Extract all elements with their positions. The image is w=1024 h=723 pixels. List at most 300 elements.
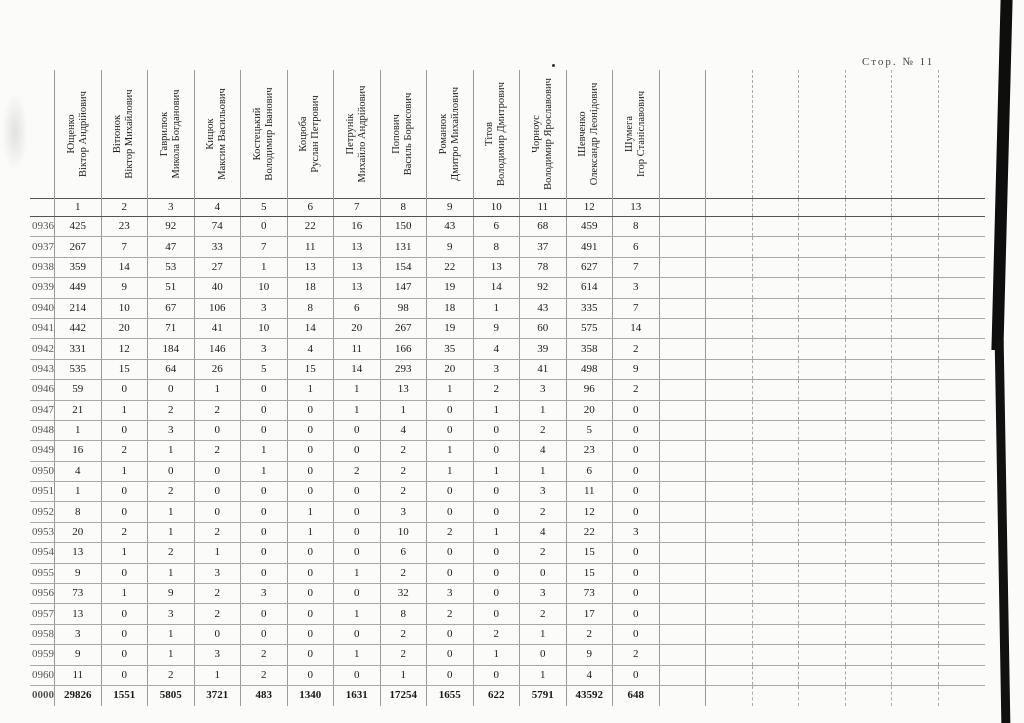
empty-cell [752,359,799,379]
empty-cell [706,257,753,277]
vote-count-cell: 335 [566,298,613,318]
empty-cell [706,604,753,624]
vote-count-cell: 131 [380,237,427,257]
empty-cell [659,318,706,338]
vote-count-cell: 17 [566,604,613,624]
candidate-surname: Кицюк [205,118,217,150]
empty-cell [892,420,939,440]
vote-count-cell: 2 [427,522,474,542]
empty-cell [938,339,985,359]
vote-count-cell: 7 [613,257,660,277]
empty-cell [659,645,706,665]
vote-count-cell: 0 [473,441,520,461]
candidate-given-name: Василь Борисович [403,92,415,176]
empty-cell [706,543,753,563]
vote-count-cell: 2 [520,502,567,522]
vote-count-cell: 627 [566,257,613,277]
vote-count-cell: 2 [613,339,660,359]
candidate-header-2 [101,70,148,199]
vote-count-cell: 1655 [427,685,474,706]
vote-count-cell: 1 [148,563,195,583]
empty-cell [799,543,846,563]
vote-count-cell: 1 [473,522,520,542]
candidate-given-name: Володимир Іванович [263,87,275,181]
candidate-number: 6 [287,199,334,217]
vote-count-cell: 0 [473,543,520,563]
empty-cell [892,441,939,461]
vote-count-cell: 2 [101,522,148,542]
empty-cell [845,584,892,604]
precinct-header-cell [30,70,55,199]
candidate-number: 8 [380,199,427,217]
empty-cell [938,420,985,440]
vote-count-cell: 47 [148,237,195,257]
precinct-code: 0000 [30,685,55,706]
candidate-number: 7 [334,199,381,217]
vote-count-cell: 0 [101,665,148,685]
empty-cell [892,339,939,359]
candidate-header-10 [473,70,520,199]
precinct-code: 0942 [30,339,55,359]
candidate-given-name: Олександр Леонідович [589,82,601,186]
empty-cell [706,685,753,706]
vote-count-cell: 0 [287,420,334,440]
vote-count-cell: 7 [613,298,660,318]
vote-count-cell: 1 [334,645,381,665]
vote-count-cell: 0 [287,543,334,563]
vote-count-cell: 0 [241,420,288,440]
empty-cell [892,400,939,420]
empty-header-cell [799,70,846,199]
vote-count-cell: 19 [427,278,474,298]
empty-cell [799,400,846,420]
vote-count-cell: 622 [473,685,520,706]
vote-count-cell: 1 [241,461,288,481]
vote-count-cell: 1 [427,461,474,481]
candidate-surname: Костецький [251,107,263,161]
empty-cell [752,604,799,624]
empty-cell [752,543,799,563]
vote-count-cell: 267 [55,237,102,257]
empty-cell [892,584,939,604]
vote-count-cell: 0 [427,400,474,420]
vote-count-cell: 1 [101,543,148,563]
vote-count-cell: 0 [473,604,520,624]
vote-count-cell: 22 [566,522,613,542]
empty-cell [845,645,892,665]
vote-count-cell: 3 [473,359,520,379]
vote-count-cell: 1 [287,380,334,400]
empty-cell [706,624,753,644]
empty-cell [799,217,846,237]
candidate-header-9 [427,70,474,199]
precinct-code: 0952 [30,502,55,522]
vote-count-cell: 16 [55,441,102,461]
precinct-code: 0941 [30,318,55,338]
vote-count-cell: 9 [148,584,195,604]
vote-count-cell: 2 [380,441,427,461]
empty-cell [845,522,892,542]
vote-count-cell: 0 [148,461,195,481]
empty-cell [659,199,706,217]
vote-count-cell: 0 [427,563,474,583]
vote-count-cell: 10 [101,298,148,318]
empty-cell [938,502,985,522]
empty-cell [799,645,846,665]
empty-cell [799,584,846,604]
vote-count-cell: 8 [380,604,427,624]
vote-count-cell: 214 [55,298,102,318]
vote-count-cell: 106 [194,298,241,318]
empty-cell [752,563,799,583]
vote-count-cell: 0 [194,502,241,522]
vote-count-cell: 6 [473,217,520,237]
vote-count-cell: 0 [613,543,660,563]
vote-count-cell: 0 [194,624,241,644]
vote-count-cell: 9 [566,645,613,665]
vote-count-cell: 3 [520,482,567,502]
vote-count-cell: 3 [613,522,660,542]
empty-cell [752,420,799,440]
vote-count-cell: 0 [427,420,474,440]
vote-count-cell: 73 [55,584,102,604]
vote-count-cell: 267 [380,318,427,338]
vote-count-cell: 20 [101,318,148,338]
empty-cell [659,624,706,644]
vote-count-cell: 1 [380,400,427,420]
candidate-header-1 [55,70,102,199]
vote-count-cell: 27 [194,257,241,277]
vote-count-cell: 5 [241,359,288,379]
empty-cell [659,543,706,563]
empty-cell [799,257,846,277]
precinct-row [30,400,985,420]
empty-cell [752,461,799,481]
vote-count-cell: 1 [520,461,567,481]
candidate-number: 3 [148,199,195,217]
precinct-code: 0954 [30,543,55,563]
vote-count-cell: 0 [427,665,474,685]
candidate-given-name: Руслан Петрович [310,95,322,173]
vote-count-cell: 1 [473,298,520,318]
vote-count-cell: 43592 [566,685,613,706]
candidate-header-11 [520,70,567,199]
candidate-header-4 [194,70,241,199]
vote-count-cell: 0 [101,563,148,583]
precinct-code: 0936 [30,217,55,237]
empty-cell [799,359,846,379]
precinct-row [30,298,985,318]
vote-count-cell: 9 [101,278,148,298]
vote-count-cell: 3 [194,563,241,583]
candidate-number: 13 [613,199,660,217]
vote-count-cell: 0 [334,624,381,644]
empty-cell [938,624,985,644]
empty-cell [892,482,939,502]
precinct-row [30,380,985,400]
vote-count-cell: 449 [55,278,102,298]
precinct-code: 0937 [30,237,55,257]
empty-cell [706,380,753,400]
candidate-header-8 [380,70,427,199]
precinct-row [30,359,985,379]
vote-count-cell: 15 [287,359,334,379]
vote-count-cell: 0 [287,563,334,583]
vote-count-cell: 0 [287,665,334,685]
vote-count-cell: 4 [520,522,567,542]
vote-count-cell: 13 [334,257,381,277]
empty-cell [799,441,846,461]
vote-count-cell: 43 [520,298,567,318]
candidate-number: 12 [566,199,613,217]
empty-cell [799,339,846,359]
vote-count-cell: 1 [148,522,195,542]
vote-count-cell: 11 [566,482,613,502]
vote-count-cell: 8 [55,502,102,522]
vote-count-cell: 33 [194,237,241,257]
vote-count-cell: 0 [613,400,660,420]
vote-count-cell: 17254 [380,685,427,706]
vote-count-cell: 0 [334,420,381,440]
vote-count-cell: 0 [334,482,381,502]
candidate-surname: Шевченко [577,111,589,157]
vote-count-cell: 146 [194,339,241,359]
vote-count-cell: 1 [148,624,195,644]
empty-cell [659,298,706,318]
vote-count-cell: 20 [55,522,102,542]
vote-count-cell: 1 [334,563,381,583]
empty-cell [938,278,985,298]
empty-cell [752,482,799,502]
vote-count-cell: 2 [520,543,567,563]
empty-cell [799,624,846,644]
candidate-surname: Романюк [437,113,449,155]
vote-count-cell: 2 [241,665,288,685]
empty-cell [938,400,985,420]
empty-cell [845,380,892,400]
empty-cell [752,278,799,298]
candidate-given-name: Максим Васильович [217,88,229,180]
empty-header-cell [892,70,939,199]
precinct-row [30,217,985,237]
vote-count-cell: 8 [613,217,660,237]
candidate-given-name: Володимир Ярославович [542,78,554,190]
precinct-cell [30,199,55,217]
empty-cell [845,461,892,481]
precinct-code: 0950 [30,461,55,481]
vote-count-cell: 22 [287,217,334,237]
vote-count-cell: 0 [613,441,660,461]
vote-count-cell: 5791 [520,685,567,706]
empty-cell [752,339,799,359]
vote-count-cell: 0 [427,543,474,563]
vote-count-cell: 5805 [148,685,195,706]
vote-count-cell: 1 [473,400,520,420]
empty-cell [752,199,799,217]
scan-smudge [2,92,28,172]
empty-cell [659,461,706,481]
vote-count-cell: 0 [613,420,660,440]
precinct-code: 0958 [30,624,55,644]
candidate-header-6 [287,70,334,199]
vote-count-cell: 0 [427,645,474,665]
precinct-code: 0946 [30,380,55,400]
empty-cell [706,298,753,318]
empty-cell [938,604,985,624]
vote-count-cell: 3 [380,502,427,522]
vote-count-cell: 37 [520,237,567,257]
vote-count-cell: 0 [241,380,288,400]
empty-cell [659,441,706,461]
candidate-given-name: Михайло Андрійович [356,85,368,183]
vote-count-cell: 2 [101,441,148,461]
vote-count-cell: 18 [287,278,334,298]
vote-count-cell: 13 [334,237,381,257]
vote-count-cell: 2 [194,604,241,624]
vote-count-cell: 0 [613,604,660,624]
vote-count-cell: 0 [241,217,288,237]
candidate-number: 5 [241,199,288,217]
scan-speck [552,64,555,67]
vote-count-cell: 1 [473,461,520,481]
vote-count-cell: 3 [194,645,241,665]
vote-count-cell: 15 [566,543,613,563]
vote-count-cell: 3721 [194,685,241,706]
empty-cell [799,665,846,685]
empty-cell [799,199,846,217]
precinct-row [30,604,985,624]
candidate-header-row [30,70,985,199]
empty-cell [938,685,985,706]
precinct-row [30,482,985,502]
empty-cell [706,665,753,685]
vote-count-cell: 22 [427,257,474,277]
empty-cell [938,318,985,338]
precinct-row [30,257,985,277]
vote-count-cell: 2 [427,604,474,624]
empty-cell [752,502,799,522]
vote-count-cell: 2 [613,380,660,400]
empty-header-cell [752,70,799,199]
empty-cell [938,359,985,379]
empty-cell [752,624,799,644]
empty-cell [938,237,985,257]
precinct-row [30,318,985,338]
vote-count-cell: 10 [241,318,288,338]
vote-count-cell: 41 [520,359,567,379]
empty-cell [938,217,985,237]
empty-cell [938,563,985,583]
empty-cell [892,624,939,644]
empty-cell [752,400,799,420]
empty-cell [938,199,985,217]
candidate-surname: Шумега [623,116,635,152]
vote-count-cell: 26 [194,359,241,379]
empty-cell [799,298,846,318]
vote-count-cell: 4 [380,420,427,440]
empty-cell [799,461,846,481]
precinct-code: 0947 [30,400,55,420]
empty-cell [845,237,892,257]
vote-count-cell: 2 [520,604,567,624]
vote-count-cell: 12 [566,502,613,522]
vote-count-cell: 2 [148,665,195,685]
vote-count-cell: 10 [380,522,427,542]
empty-cell [799,318,846,338]
empty-cell [845,502,892,522]
empty-cell [799,278,846,298]
vote-count-cell: 68 [520,217,567,237]
vote-count-cell: 1 [55,482,102,502]
vote-count-cell: 98 [380,298,427,318]
vote-count-cell: 1 [334,400,381,420]
vote-count-cell: 6 [566,461,613,481]
empty-cell [659,665,706,685]
empty-cell [799,380,846,400]
empty-cell [845,420,892,440]
empty-cell [845,563,892,583]
empty-cell [706,217,753,237]
vote-count-cell: 331 [55,339,102,359]
candidate-header-7 [334,70,381,199]
empty-cell [892,522,939,542]
empty-cell [938,257,985,277]
empty-cell [892,645,939,665]
vote-count-cell: 1631 [334,685,381,706]
empty-cell [845,318,892,338]
empty-cell [659,339,706,359]
vote-count-cell: 0 [334,543,381,563]
vote-count-cell: 1 [101,400,148,420]
vote-count-cell: 11 [55,665,102,685]
candidate-given-name: Віктор Михайлович [124,89,136,179]
empty-cell [799,420,846,440]
candidate-number: 11 [520,199,567,217]
vote-count-cell: 0 [473,563,520,583]
precinct-row [30,584,985,604]
empty-cell [892,298,939,318]
empty-cell [799,604,846,624]
candidate-surname: Гаврилюк [158,111,170,157]
vote-count-cell: 1 [334,604,381,624]
vote-count-cell: 483 [241,685,288,706]
vote-count-cell: 0 [613,665,660,685]
candidate-number: 1 [55,199,102,217]
candidate-header-12 [566,70,613,199]
empty-cell [892,380,939,400]
vote-count-cell: 1 [148,502,195,522]
vote-count-cell: 0 [334,665,381,685]
empty-cell [799,482,846,502]
vote-count-cell: 575 [566,318,613,338]
precinct-code: 0956 [30,584,55,604]
empty-cell [752,217,799,237]
vote-count-cell: 184 [148,339,195,359]
empty-cell [706,584,753,604]
vote-count-cell: 166 [380,339,427,359]
empty-cell [892,278,939,298]
empty-cell [752,685,799,706]
precinct-code: 0939 [30,278,55,298]
candidate-surname: Вітюнок [112,114,124,154]
vote-count-cell: 39 [520,339,567,359]
empty-cell [659,217,706,237]
empty-cell [892,217,939,237]
precinct-row [30,645,985,665]
vote-count-cell: 0 [473,584,520,604]
empty-cell [892,502,939,522]
vote-count-cell: 150 [380,217,427,237]
